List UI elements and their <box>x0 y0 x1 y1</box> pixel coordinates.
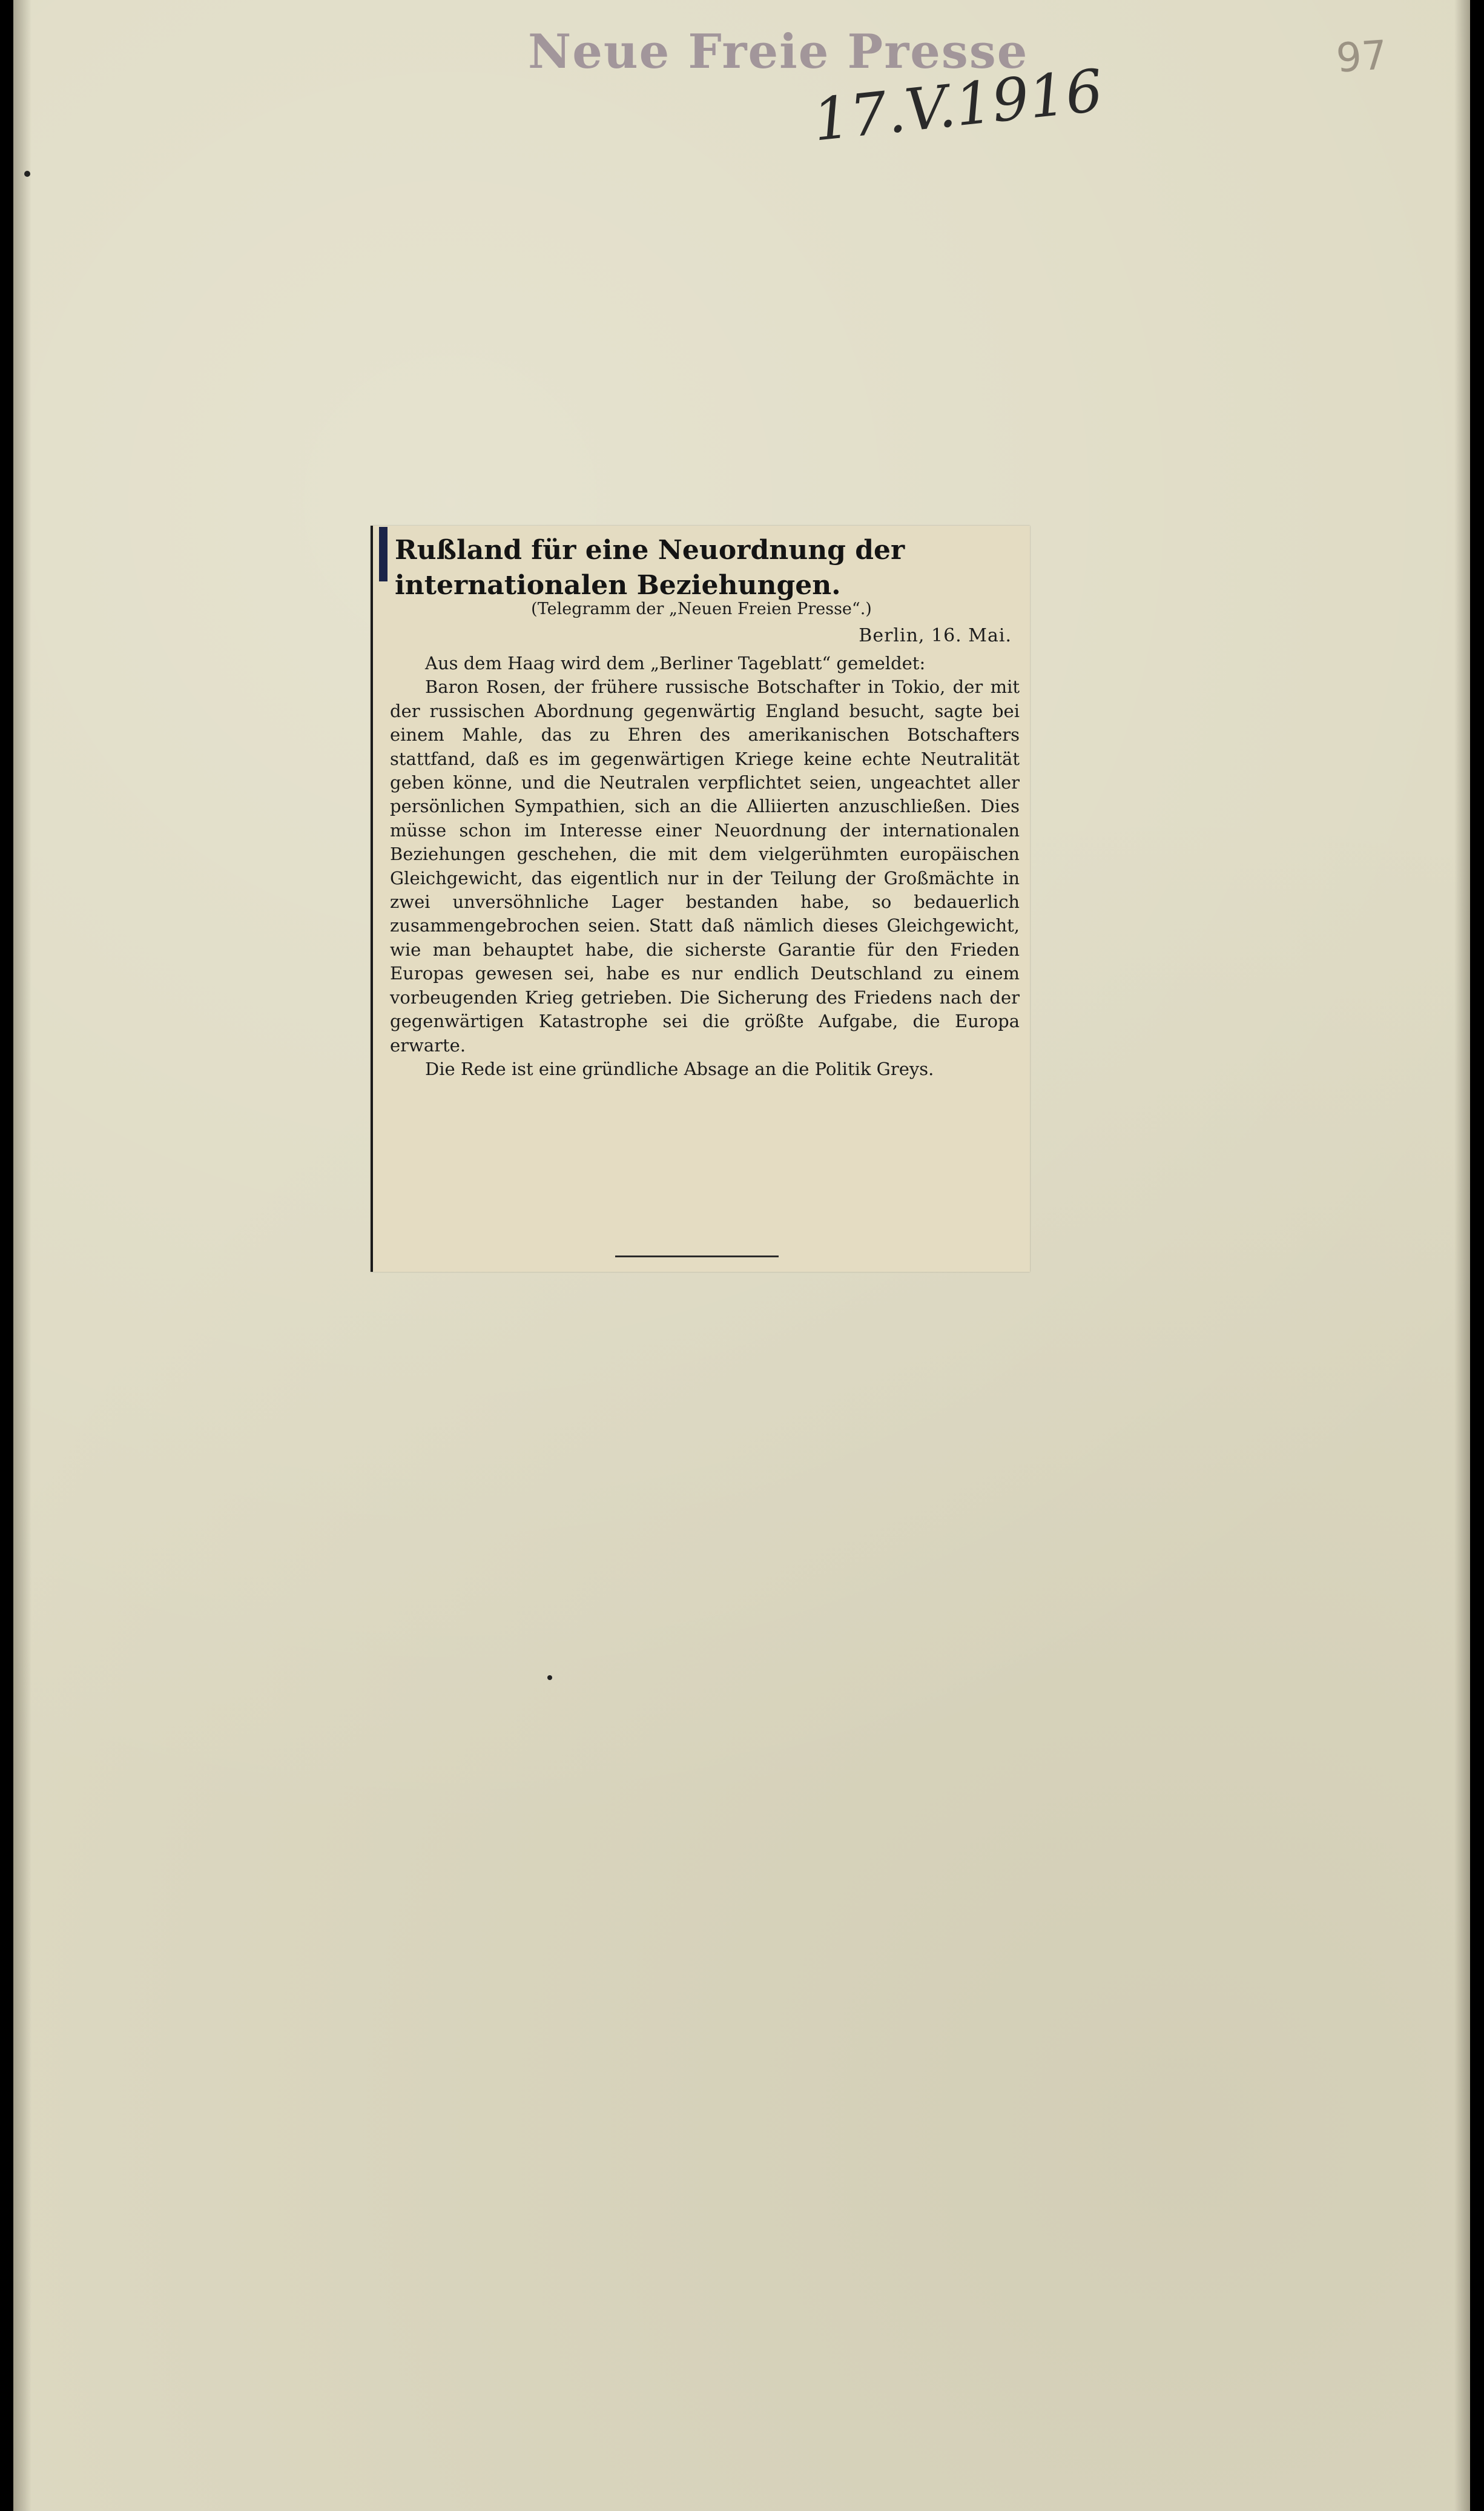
article-paragraph: Baron Rosen, der frühere russische Botschafter in Tokio, der mit der russischen Abordnung gegenwärtig England besucht, sagte bei einem Mahle, das zu Ehren des amerikanischen Botschafters stattfand, daß es im gegenwärtigen Kriege keine echte Neutralität geben könne, und die Neutralen verpflichtet seien, ungeachtet aller persönlichen Sympathien, sich an die Alliierten anzuschließen. Dies müsse schon im Interesse einer Neuordnung der internationalen Beziehungen geschehen, die mit dem vielgerühmten europäischen Gleichgewicht, das eigentlich nur in der Teilung der Großmächte in zwei unversöhnliche Lager bestanden habe, so bedauerlich zusammengebrochen seien. Statt daß nämlich dieses Gleichgewicht, wie man behauptet habe, die sicherste Garantie für den Frieden Europas gewesen sei, habe es nur endlich Deutschland zu einem vorbeugenden Krieg getrieben. Die Sicherung des Friedens nach der gegenwärtigen Katastrophe sei die größte Aufgabe, die Europa erwarte. <box>390 677 1020 1056</box>
article-body <box>390 652 1020 1081</box>
paper-speck <box>547 1675 552 1680</box>
clipping-marker <box>379 527 387 581</box>
archive-page <box>13 0 1470 2511</box>
page-edge-shadow-right <box>1454 0 1470 2511</box>
article-dateline: Berlin, 16. Mai. <box>859 625 1012 646</box>
archive-number: 97 <box>1334 31 1389 82</box>
article-headline: Rußland für eine Neuordnung der internationalen Beziehungen. <box>395 535 905 601</box>
newspaper-clipping <box>371 526 1030 1272</box>
handwritten-date: 17.V.1916 <box>810 56 1106 154</box>
article-subline: (Telegramm der „Neuen Freien Presse“.) <box>531 600 872 618</box>
closing-rule <box>615 1256 779 1257</box>
article-paragraph: Aus dem Haag wird dem „Berliner Tageblatt“ gemeldet: <box>425 653 926 673</box>
page-edge-shadow-left <box>13 0 31 2511</box>
article-paragraph: Die Rede ist eine gründliche Absage an die Politik Greys. <box>425 1058 934 1079</box>
newspaper-stamp: Neue Freie Presse <box>528 24 1029 79</box>
punch-mark <box>24 171 30 177</box>
